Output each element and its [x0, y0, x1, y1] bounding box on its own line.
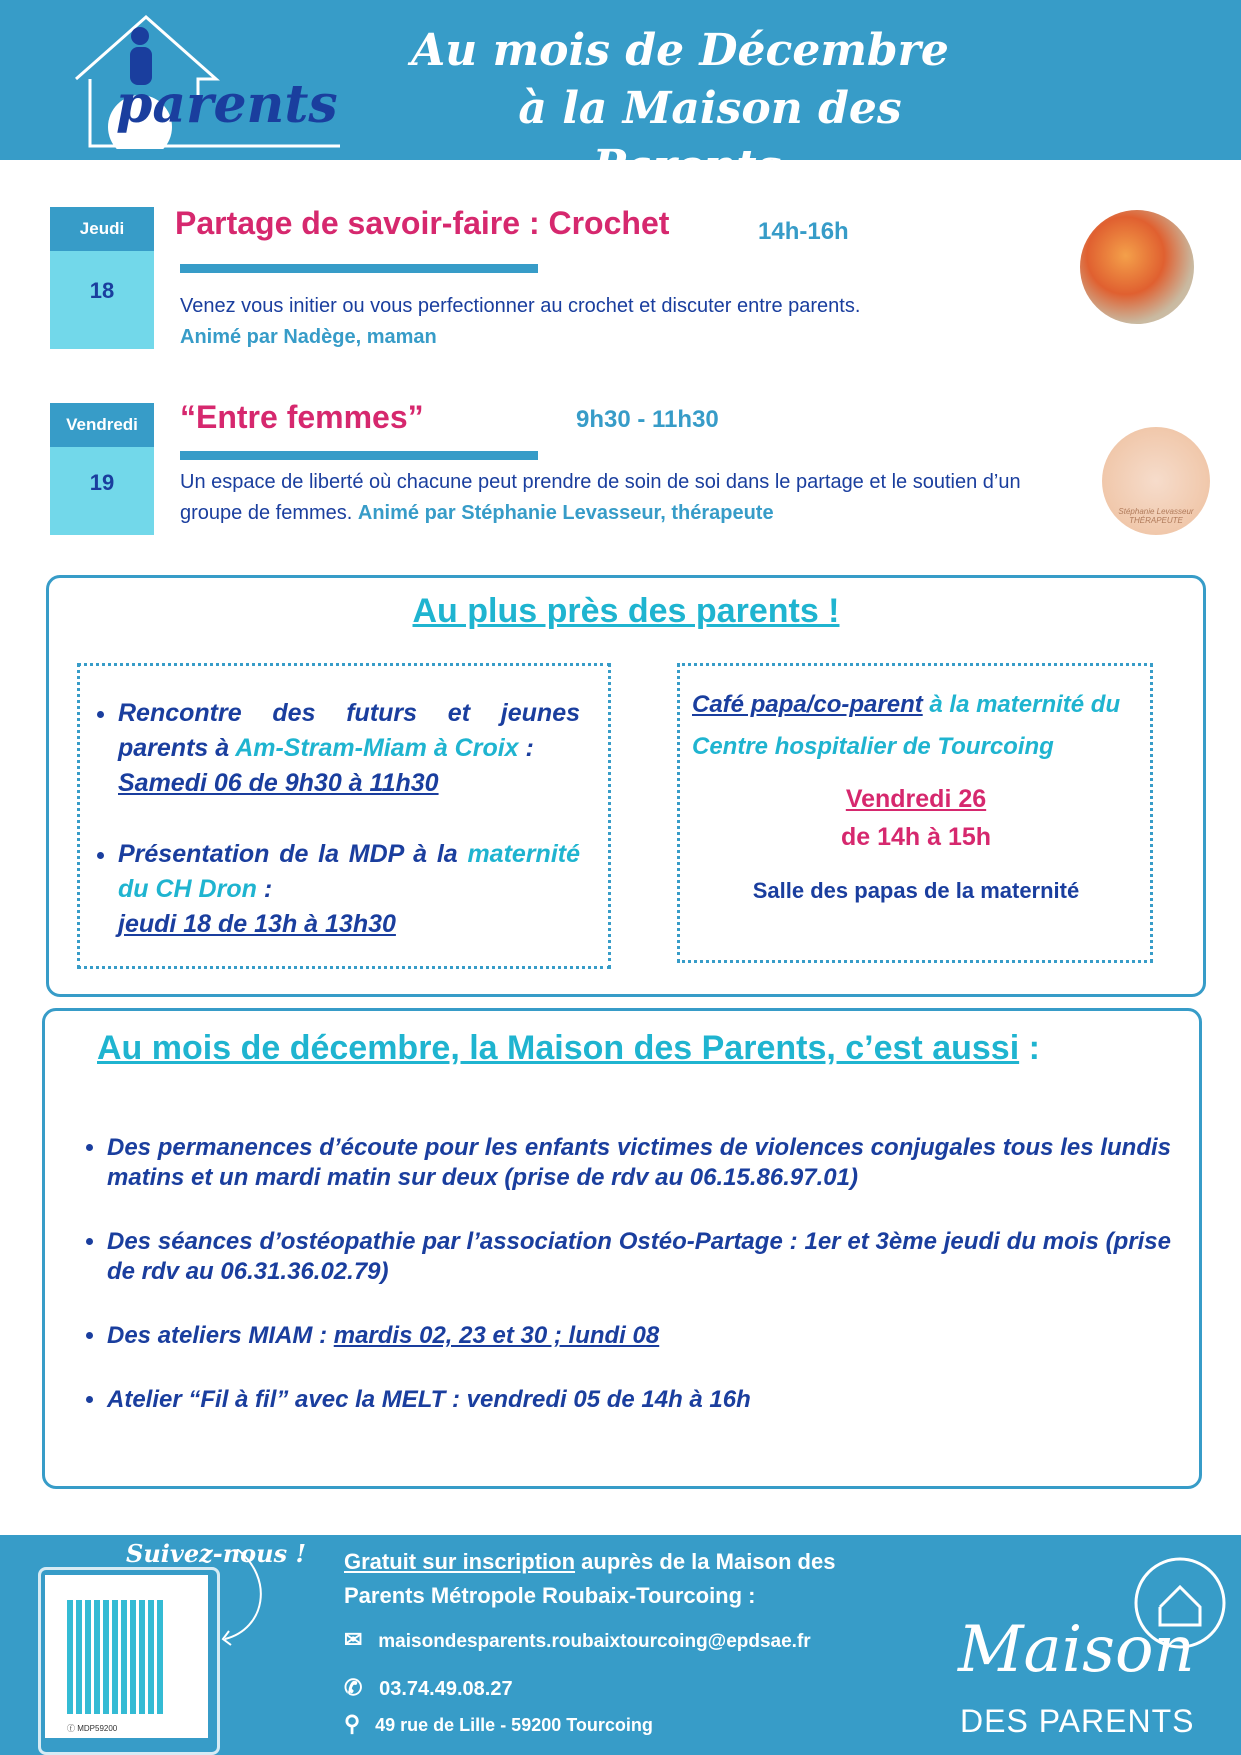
event-host: Animé par Stéphanie Levasseur, thérapeute — [357, 502, 774, 524]
title-line-2: à la Maison des Parents... — [518, 83, 902, 192]
phone-row — [344, 1675, 513, 1701]
right-dotted-box — [677, 663, 1153, 963]
description-text: Venez vous initier ou vous perfectionner au crochet et discuter entre parents. — [180, 295, 861, 317]
also-box — [42, 1008, 1202, 1489]
list-item: • Atelier “Fil à fil” avec la MELT : vendredi 05 de 14h à 16h — [107, 1385, 1171, 1415]
event-time: 14h-16h — [758, 218, 849, 245]
facebook-handle: ⓕ MDP59200 — [67, 1724, 118, 1733]
therapist-logo — [1102, 427, 1210, 535]
section-heading: Au plus près des parents ! — [412, 592, 840, 630]
description-text: Un espace de liberté où chacune peut prendre de soin de soi dans le partage et le soutien d’un groupe de femmes. — [180, 471, 1021, 524]
event-description — [180, 467, 1030, 529]
day-name: Jeudi — [50, 207, 154, 251]
list-item: • Des séances d’ostéopathie par l’association Ostéo-Partage : 1er et 3ème jeudi du mois (prise de rdv au 06.31.36.02.79) — [107, 1227, 1171, 1287]
logo-text: parents — [116, 74, 338, 135]
phone-icon: ✆ — [344, 1675, 363, 1700]
address-text: 49 rue de Lille - 59200 Tourcoing — [375, 1715, 653, 1735]
event-title: Partage de savoir-faire : Crochet — [175, 205, 670, 241]
logo-caption: Stéphanie Levasseur THÉRAPEUTE — [1118, 507, 1194, 525]
logo — [70, 14, 340, 149]
brand-subtitle: DES PARENTS — [960, 1703, 1195, 1739]
divider — [180, 264, 538, 273]
day-number: 19 — [89, 470, 115, 495]
title-line-1: Au mois de Décembre — [411, 25, 949, 76]
email-row — [344, 1627, 811, 1653]
list-item: • Des ateliers MIAM : mardis 02, 23 et 30 ; lundi 08 — [107, 1321, 1171, 1351]
date-badge — [50, 207, 154, 349]
near-parents-box — [46, 575, 1206, 997]
email-link[interactable]: maisondesparents.roubaixtourcoing@epdsae.fr — [378, 1631, 811, 1652]
section-heading: Au mois de décembre, la Maison des Parents, c’est aussi : — [97, 1029, 1040, 1067]
event-host: Animé par Nadège, maman — [180, 326, 437, 348]
day-name: Vendredi — [50, 403, 154, 447]
page-title — [400, 22, 960, 196]
footer — [0, 1535, 1241, 1755]
date-badge — [50, 403, 154, 535]
envelope-icon: ✉ — [344, 1627, 363, 1652]
event-time: 9h30 - 11h30 — [576, 406, 719, 433]
address-row — [344, 1711, 653, 1737]
day-number: 18 — [89, 278, 115, 303]
list-item: • Présentation de la MDP à la maternité du CH Dron : jeudi 18 de 13h à 13h30 — [118, 837, 580, 942]
event-title: “Entre femmes” — [180, 399, 424, 435]
crochet-image — [1080, 210, 1194, 324]
qr-code-icon — [67, 1600, 164, 1714]
event-description — [180, 291, 1040, 353]
cafe-place: Salle des papas de la maternité — [752, 878, 1080, 903]
cafe-papa-link[interactable]: Café papa/co-parent — [692, 691, 923, 718]
cafe-date: Vendredi 26 — [845, 785, 987, 813]
arrow-icon — [215, 1549, 305, 1659]
left-dotted-box — [77, 663, 611, 969]
also-list — [81, 1133, 1171, 1415]
brand-name: Maison — [958, 1613, 1195, 1687]
location-pin-icon: ⚲ — [344, 1711, 361, 1736]
divider — [180, 451, 538, 460]
cafe-papa-text: Café papa/co-parent à la maternité du Centre hospitalier de Tourcoing — [692, 691, 1121, 760]
follow-us-text: Suivez-nous ! — [126, 1539, 307, 1568]
header — [0, 0, 1241, 192]
qr-card[interactable] — [45, 1575, 208, 1738]
list-item: • Des permanences d’écoute pour les enfants victimes de violences conjugales tous les lundis matins et un mardi matin sur deux (prise de rdv au 06.15.86.97.01) — [107, 1133, 1171, 1193]
list-item: • Rencontre des futurs et jeunes parents à Am-Stram-Miam à Croix : Samedi 06 de 9h30 à 11h30 — [118, 696, 580, 801]
inscription-text: Gratuit sur inscription auprès de la Maison des Parents Métropole Roubaix-Tourcoing : — [344, 1549, 836, 1608]
phone-number[interactable]: 03.74.49.08.27 — [379, 1678, 513, 1700]
cafe-time: de 14h à 15h — [840, 823, 992, 851]
